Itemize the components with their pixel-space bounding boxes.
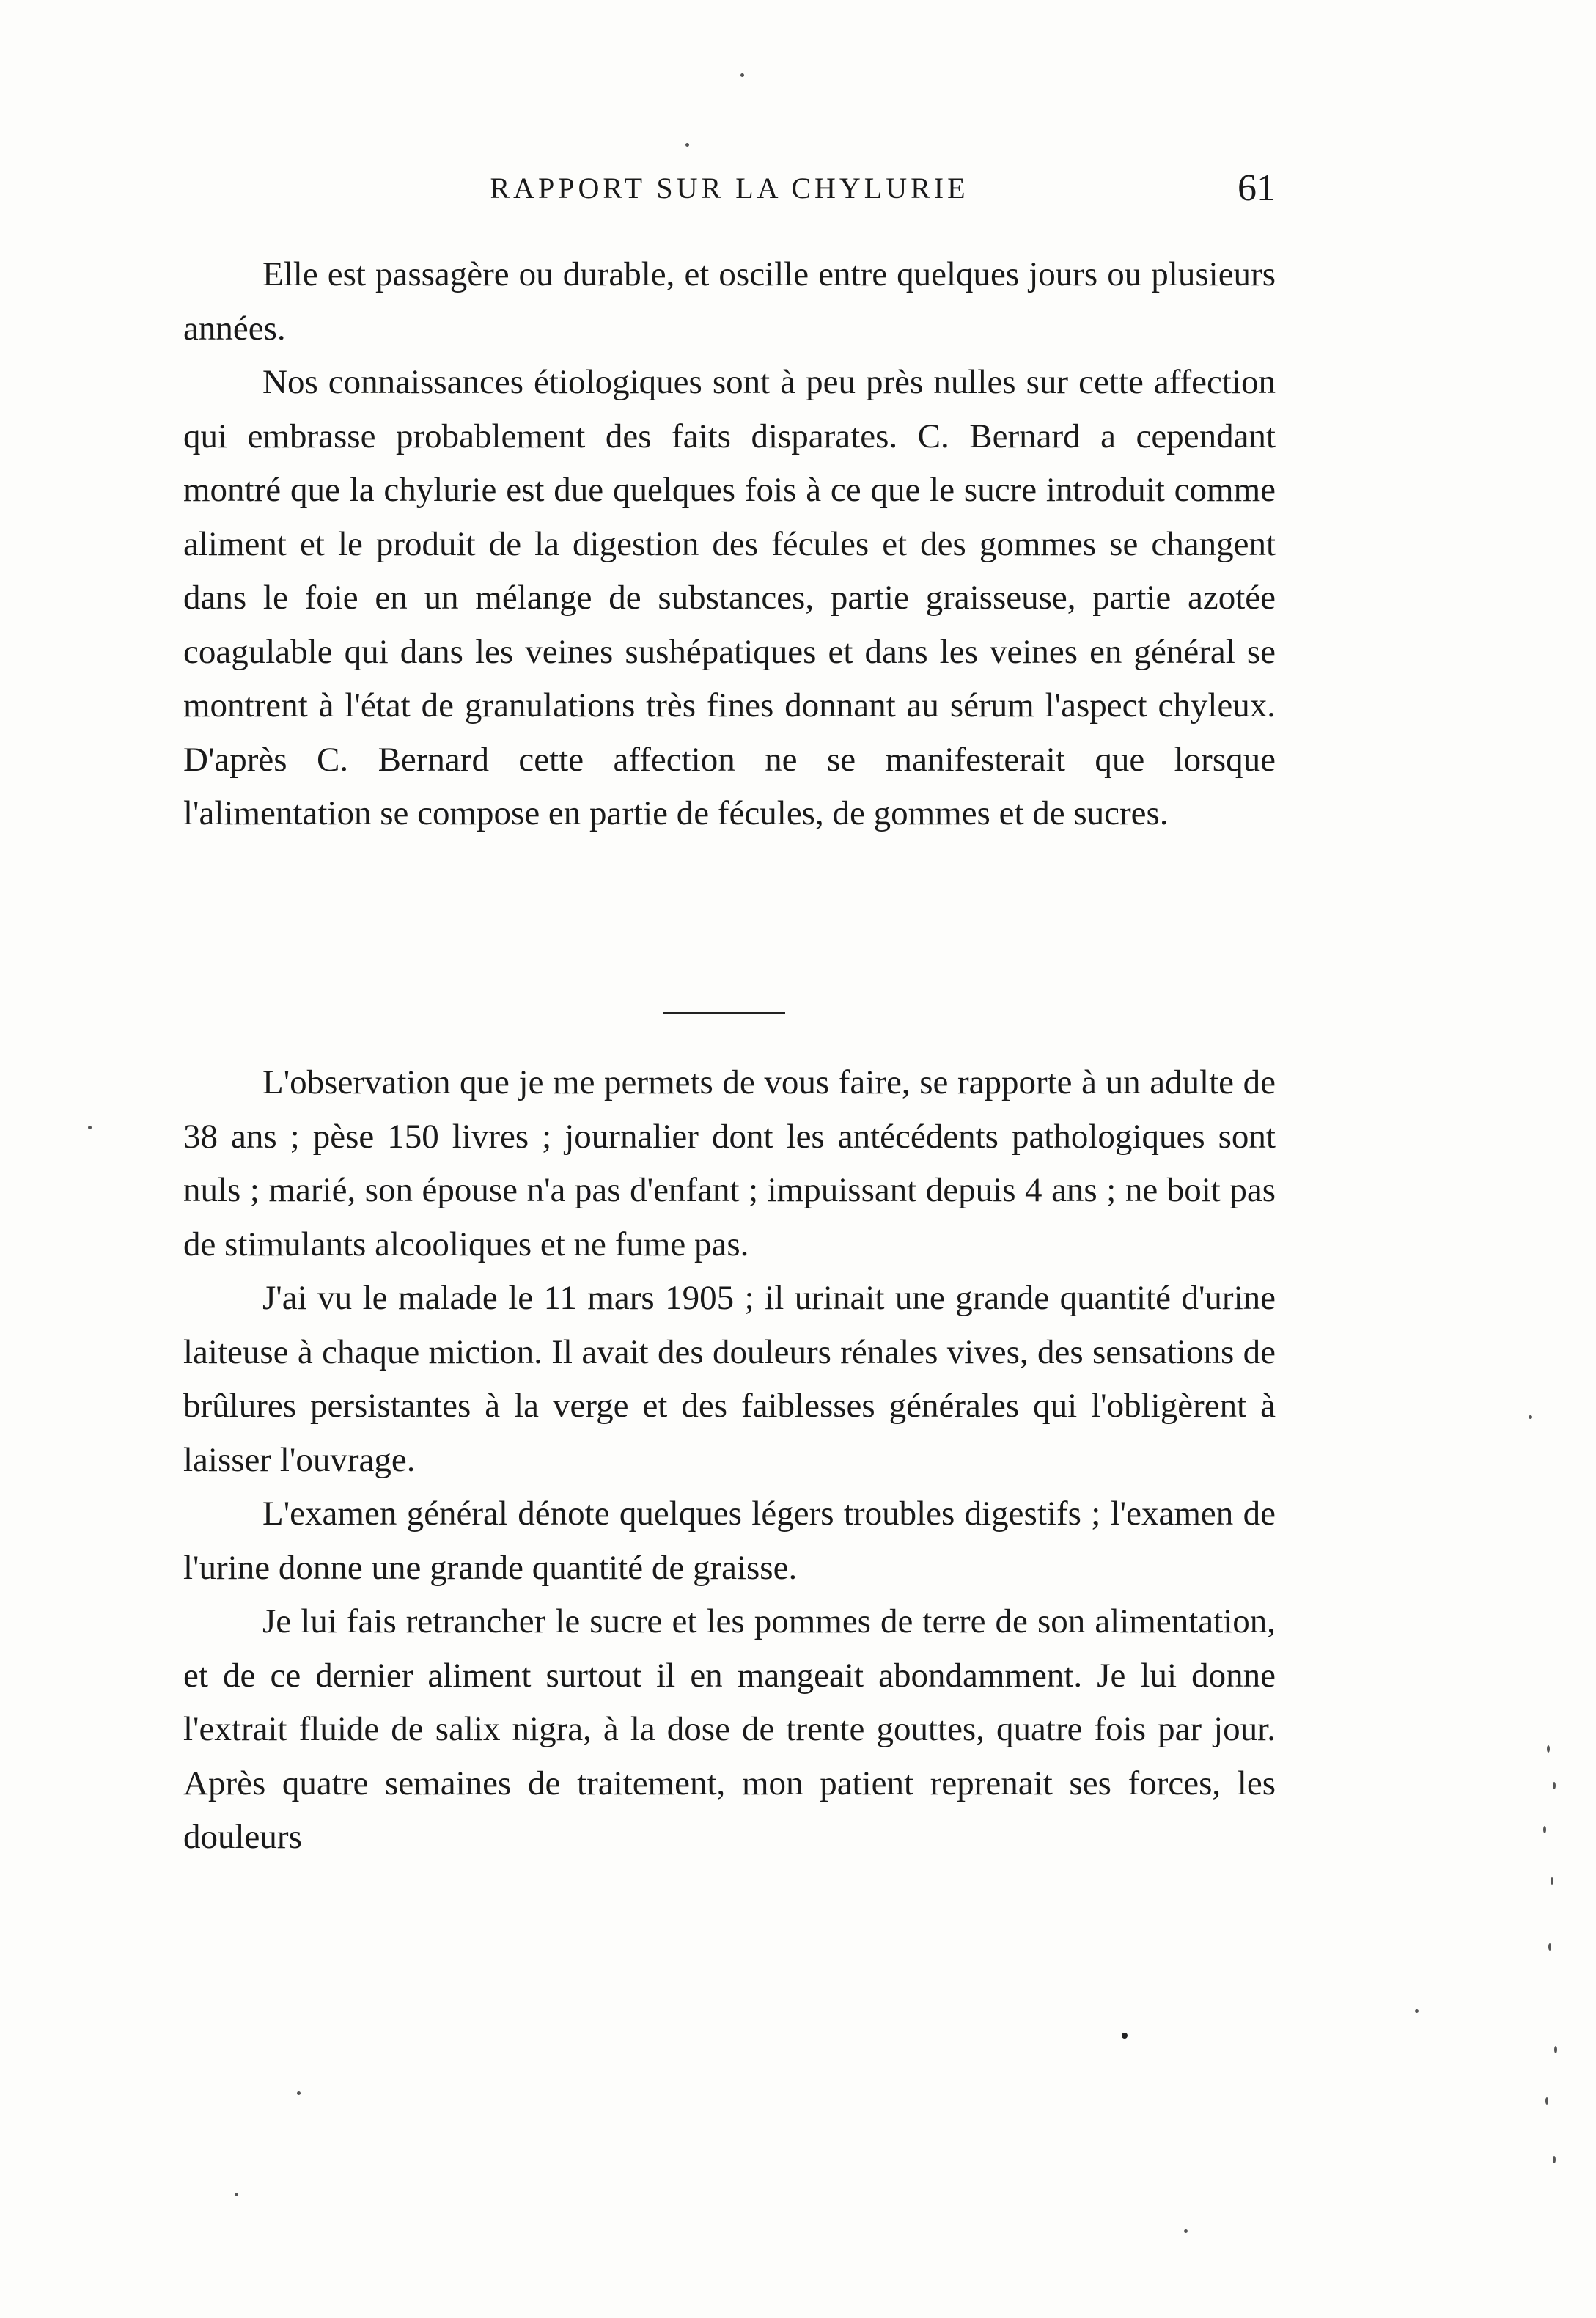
scan-speck [235,2193,238,2196]
paragraph: Nos connaissances étiologiques sont à peu près nulles sur cette affection qui embrasse probablement des faits disparates. C. Bernard a cependant montré que la chylurie est due quelques fois à ce que le sucre introduit comme aliment et le produit de la digestion des fécules et des gommes se changent dans le foie en un mélange de substances, partie graisseuse, partie azotée coagulable qui dans les veines sushépatiques et dans les veines en général se montrent à l'état de granulations très fines donnant au sérum l'aspect chyleux. D'après C. Bernard cette affection ne se manifesterait que lorsque l'alimentation se compose en partie de fécules, de gommes et de sucres. [183,363,1276,832]
running-head [183,163,1276,214]
scan-speck [1184,2229,1188,2233]
running-title: RAPPORT SUR LA CHYLURIE [490,172,969,205]
scan-speck [1547,1745,1550,1753]
scan-speck [297,2091,301,2095]
page-number: 61 [1238,167,1276,209]
paragraph: J'ai vu le malade le 11 mars 1905 ; il urinait une grande quantité d'urine laiteuse à chaque miction. Il avait des douleurs rénales vives, des sensations de brûlures persistantes à la verge et des faiblesses générales qui l'obligèrent à laisser l'ouvrage. [183,1279,1276,1479]
scan-speck [1122,2033,1128,2039]
scan-speck [1529,1415,1532,1419]
scan-speck [88,1126,92,1129]
paragraph: L'observation que je me permets de vous faire, se rapporte à un adulte de 38 ans ; pèse 150 livres ; journalier dont les antécédents pathologiques sont nuls ; marié, son épouse n'a pas d'enfant ; impuissant depuis 4 ans ; ne boit pas de stimulants alcooliques et ne fume pas. [183,1063,1276,1263]
scan-speck [1553,1782,1556,1789]
scan-speck [1415,2009,1419,2013]
scan-speck [1548,1943,1551,1951]
scan-speck [740,73,744,77]
paragraph: Elle est passagère ou durable, et oscille entre quelques jours ou plusieurs années. [183,255,1276,348]
text-block-top [183,248,1276,841]
section-divider [663,1012,785,1014]
scan-speck [1553,2156,1556,2163]
scan-speck [1554,2046,1557,2053]
text-block-bottom [183,1056,1276,1865]
paragraph: Je lui fais retrancher le sucre et les pommes de terre de son alimentation, et de ce dernier aliment surtout il en mangeait abondamment. Je lui donne l'extrait fluide de salix nigra, à la dose de trente gouttes, quatre fois par jour. Après quatre semaines de traitement, mon patient reprenait ses forces, les douleurs [183,1602,1276,1856]
scan-speck [1543,1826,1546,1833]
scan-speck [1551,1877,1553,1885]
scan-speck [1545,2097,1548,2105]
scan-speck [685,143,689,147]
paragraph: L'examen général dénote quelques légers troubles digestifs ; l'examen de l'urine donne une grande quantité de graisse. [183,1494,1276,1587]
